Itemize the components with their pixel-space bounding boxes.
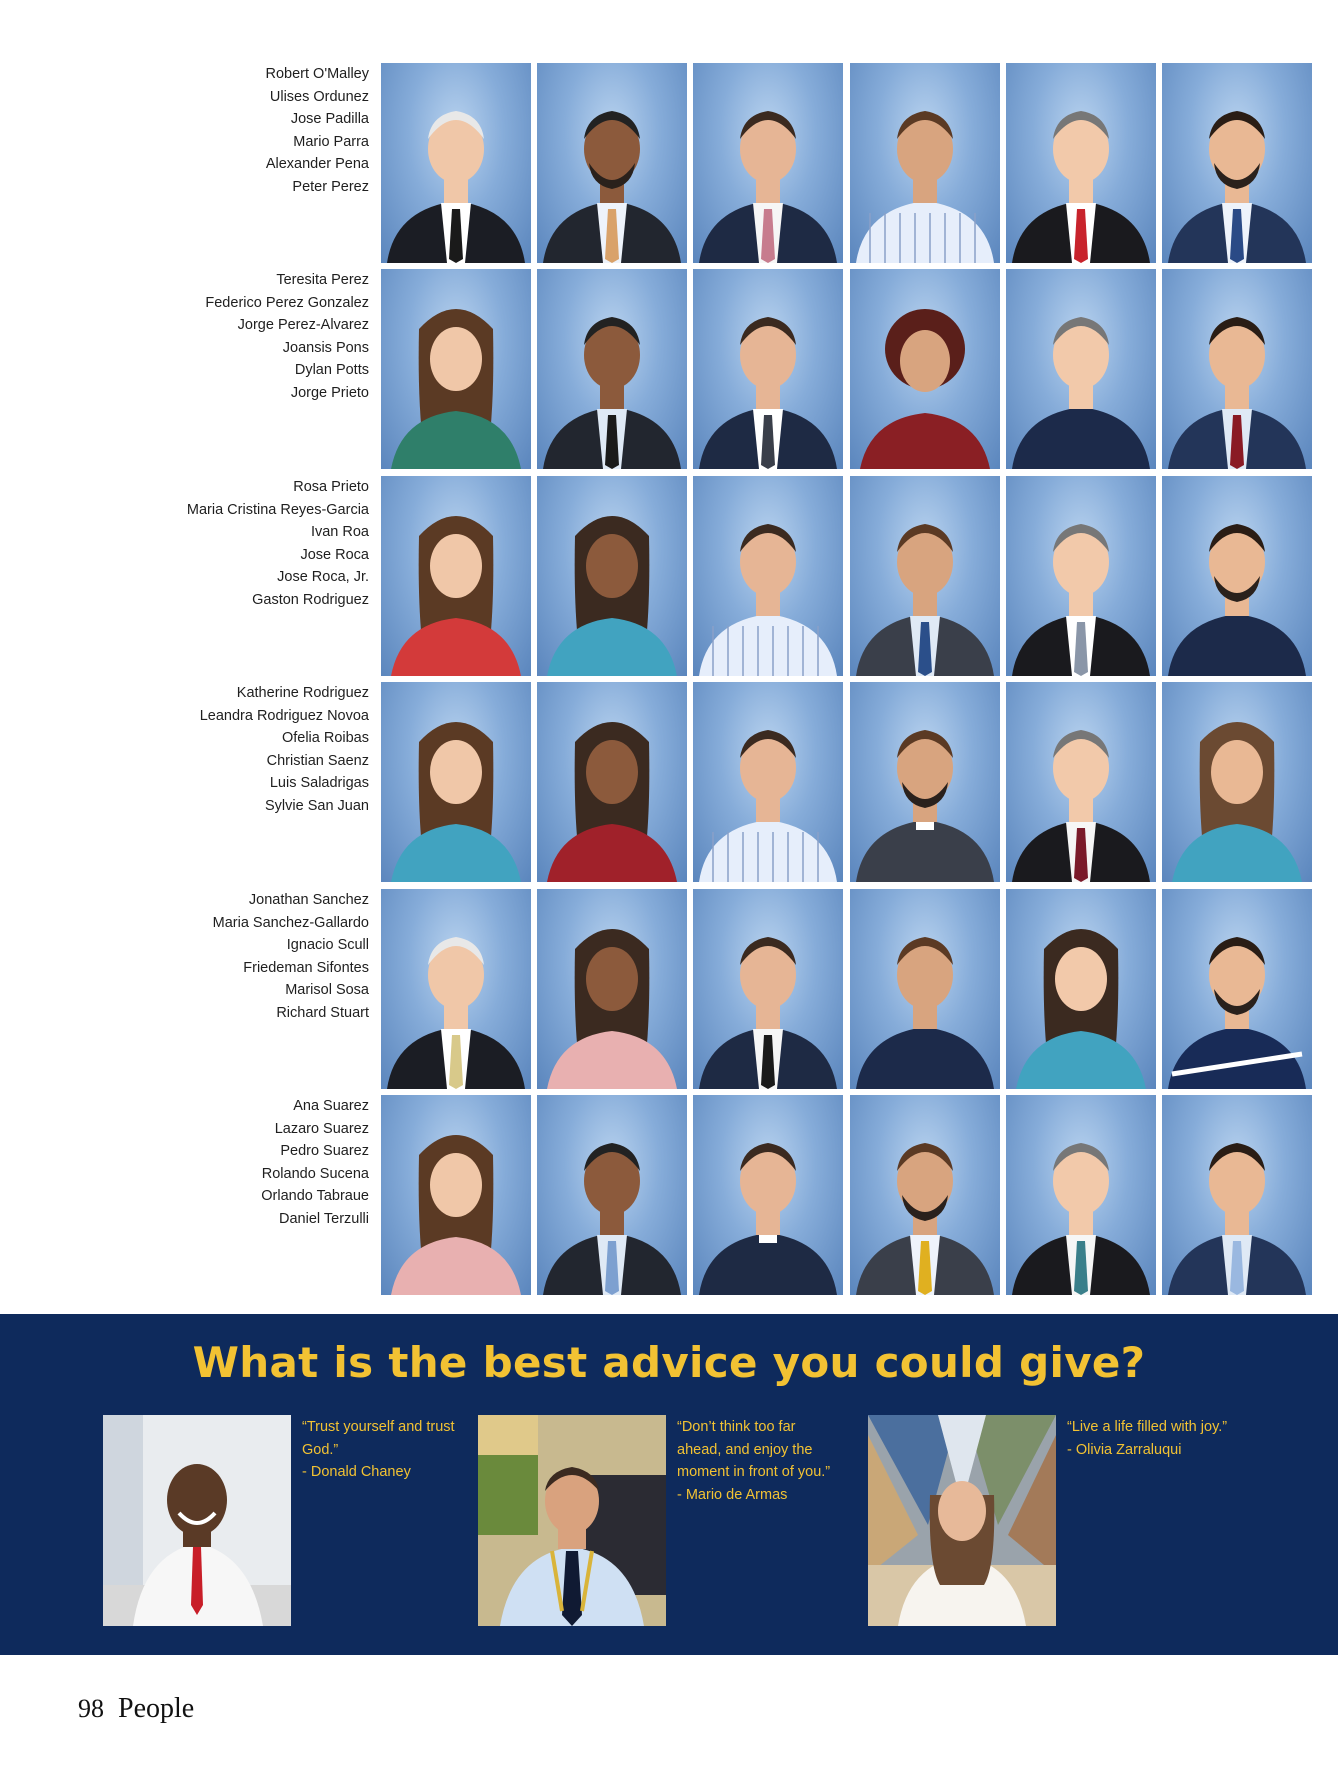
portrait-row — [0, 889, 1338, 1089]
person-name: Maria Cristina Reyes-Garcia — [186, 501, 369, 518]
person-name: Rosa Prieto — [293, 479, 369, 495]
name-list — [120, 476, 369, 612]
advice-banner — [0, 1314, 1338, 1655]
person-name: Peter Perez — [292, 178, 369, 195]
person-name: Leandra Rodriguez Novoa — [199, 707, 369, 724]
quote-photo-1 — [103, 1415, 291, 1626]
person-name: Marisol Sosa — [285, 982, 369, 999]
person-name: Sylvie San Juan — [265, 797, 369, 814]
portrait-photo — [537, 1095, 687, 1295]
portrait-row — [0, 1095, 1338, 1295]
portrait-row — [0, 63, 1338, 263]
portrait-strip — [381, 476, 1313, 676]
portrait-photo — [693, 889, 843, 1089]
portrait-photo — [381, 476, 531, 676]
name-list — [120, 269, 369, 405]
person-name: Alexander Pena — [265, 156, 369, 173]
person-name: Jonathan Sanchez — [248, 892, 369, 908]
portrait-photo — [537, 269, 687, 469]
quote-text-2: “Don’t think too far ahead, and enjoy the moment in front of you.” - Mario de Armas — [677, 1419, 831, 1503]
quote-text-1: “Trust yourself and trust God.” - Donald Chaney — [302, 1419, 455, 1481]
person-name: Pedro Suarez — [280, 1143, 369, 1160]
portrait-photo — [381, 889, 531, 1089]
portrait-row — [0, 269, 1338, 469]
person-name: Katherine Rodriguez — [236, 685, 369, 701]
person-name: Jose Roca — [300, 546, 369, 563]
person-name: Ignacio Scull — [286, 937, 369, 954]
portrait-photo — [381, 1095, 531, 1295]
portrait-photo — [381, 269, 531, 469]
person-name: Richard Stuart — [276, 1004, 369, 1021]
name-list — [120, 63, 369, 199]
portrait-photo — [1162, 63, 1312, 263]
person-name: Daniel Terzulli — [279, 1210, 369, 1227]
person-name: Jose Padilla — [290, 111, 369, 128]
person-name: Ofelia Roibas — [281, 730, 369, 747]
quote-photo-2 — [478, 1415, 666, 1626]
person-name: Joansis Pons — [282, 339, 369, 356]
portrait-photo — [1006, 476, 1156, 676]
person-name: Friedeman Sifontes — [243, 959, 369, 976]
portrait-photo — [1162, 682, 1312, 882]
portrait-photo — [693, 682, 843, 882]
portrait-photo — [693, 476, 843, 676]
portrait-row — [0, 476, 1338, 676]
portrait-photo — [850, 63, 1000, 263]
name-list — [120, 682, 369, 818]
person-name: Robert O'Malley — [265, 66, 369, 82]
portrait-photo — [850, 1095, 1000, 1295]
person-name: Ivan Roa — [310, 524, 369, 541]
portrait-photo — [850, 269, 1000, 469]
portrait-photo — [381, 63, 531, 263]
portrait-photo — [693, 1095, 843, 1295]
portrait-photo — [1006, 269, 1156, 469]
person-name: Jose Roca, Jr. — [277, 569, 369, 586]
person-name: Ana Suarez — [293, 1098, 369, 1114]
portrait-photo — [693, 269, 843, 469]
portrait-photo — [381, 682, 531, 882]
person-name: Federico Perez Gonzalez — [205, 294, 369, 311]
portrait-photo — [1162, 269, 1312, 469]
portrait-photo — [537, 63, 687, 263]
name-list — [120, 889, 369, 1025]
portrait-photo — [1162, 889, 1312, 1089]
portrait-row — [0, 682, 1338, 882]
portrait-photo — [693, 63, 843, 263]
banner-title: What is the best advice you could give? — [192, 1338, 1146, 1387]
quote-text-3: “Live a life filled with joy.” - Olivia Zarraluqui — [1067, 1419, 1228, 1458]
person-name: Jorge Perez-Alvarez — [237, 317, 369, 334]
portrait-strip — [381, 269, 1313, 469]
name-list — [120, 1095, 369, 1231]
portrait-photo — [850, 889, 1000, 1089]
section-name: People — [118, 1693, 195, 1724]
portrait-strip — [381, 63, 1313, 263]
portrait-strip — [381, 1095, 1313, 1295]
portrait-photo — [1006, 889, 1156, 1089]
page-footer — [78, 1693, 194, 1725]
person-name: Gaston Rodriguez — [252, 591, 369, 608]
person-name: Dylan Potts — [294, 362, 369, 379]
person-name: Mario Parra — [293, 133, 369, 150]
portrait-photo — [850, 476, 1000, 676]
portrait-photo — [850, 682, 1000, 882]
portrait-photo — [1006, 1095, 1156, 1295]
person-name: Teresita Perez — [276, 272, 369, 288]
person-name: Luis Saladrigas — [269, 775, 369, 792]
person-name: Jorge Prieto — [290, 384, 369, 401]
person-name: Maria Sanchez-Gallardo — [212, 914, 369, 931]
portrait-photo — [1162, 476, 1312, 676]
portrait-strip — [381, 682, 1313, 882]
portrait-strip — [381, 889, 1313, 1089]
page-number: 98 — [78, 1694, 104, 1723]
portrait-photo — [1162, 1095, 1312, 1295]
person-name: Christian Saenz — [266, 752, 369, 769]
portrait-photo — [537, 889, 687, 1089]
person-name: Orlando Tabraue — [261, 1188, 369, 1205]
portrait-photo — [1006, 63, 1156, 263]
person-name: Lazaro Suarez — [274, 1120, 369, 1137]
portrait-photo — [1006, 682, 1156, 882]
portrait-photo — [537, 476, 687, 676]
person-name: Ulises Ordunez — [269, 88, 369, 105]
portrait-photo — [537, 682, 687, 882]
quote-photo-3 — [868, 1415, 1056, 1626]
person-name: Rolando Sucena — [261, 1165, 369, 1182]
